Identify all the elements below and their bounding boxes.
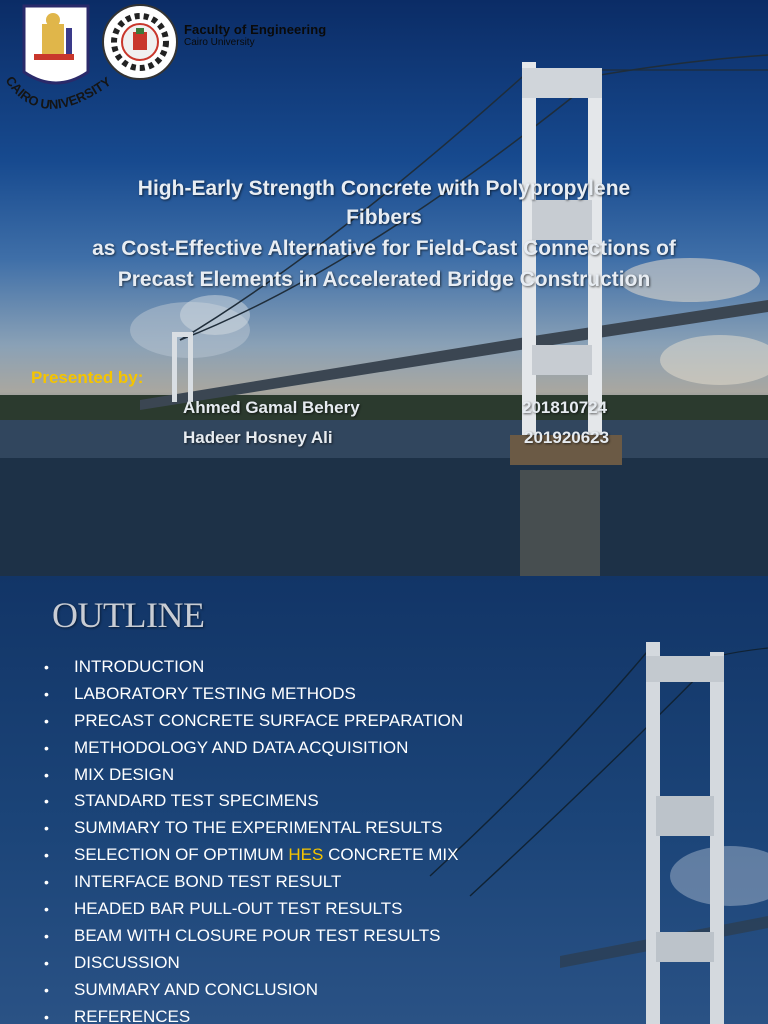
- bullet-icon: •: [44, 820, 49, 837]
- author-id: 201810724: [522, 398, 608, 417]
- bullet-icon: •: [44, 927, 49, 944]
- presented-by-label: Presented by:: [31, 368, 144, 387]
- list-item: • LABORATORY TESTING METHODS: [44, 681, 463, 708]
- bullet-icon: •: [44, 954, 49, 971]
- bullet-icon: •: [44, 901, 49, 918]
- bullet-icon: •: [44, 847, 49, 864]
- title-line: Precast Elements in Accelerated Bridge Construction: [117, 268, 651, 291]
- title-line: Fibbers: [346, 206, 422, 229]
- presentation-title: [10, 173, 758, 295]
- list-item: • INTRODUCTION: [44, 654, 463, 681]
- bullet-icon: •: [44, 981, 49, 998]
- faculty-subtitle: Cairo University: [184, 37, 255, 48]
- author-name: Ahmed Gamal Behery: [183, 398, 360, 417]
- list-item: • SUMMARY AND CONCLUSION: [44, 977, 463, 1004]
- list-item: • PRECAST CONCRETE SURFACE PREPARATION: [44, 708, 463, 735]
- list-item: • INTERFACE BOND TEST RESULT: [44, 869, 463, 896]
- list-item: • STANDARD TEST SPECIMENS: [44, 788, 463, 815]
- svg-text:CAIRO UNIVERSITY: CAIRO UNIVERSITY: [2, 73, 114, 112]
- list-item: • SELECTION OF OPTIMUM HES CONCRETE MIX: [44, 842, 463, 869]
- bullet-icon: •: [44, 793, 49, 810]
- list-item: • REFERENCES: [44, 1004, 463, 1024]
- highlight-hes: HES: [288, 845, 324, 865]
- bullet-icon: •: [44, 739, 49, 756]
- university-arc-text: [0, 60, 120, 130]
- faculty-label: [184, 22, 326, 48]
- outline-list: [44, 654, 463, 1024]
- list-item: • MIX DESIGN: [44, 762, 463, 789]
- bullet-icon: •: [44, 659, 49, 675]
- list-item: • HEADED BAR PULL-OUT TEST RESULTS: [44, 896, 463, 923]
- bullet-icon: •: [44, 712, 49, 729]
- list-item: • BEAM WITH CLOSURE POUR TEST RESULTS: [44, 923, 463, 950]
- title-line: High-Early Strength Concrete with Polypropylene: [137, 177, 631, 200]
- outline-slide: [0, 576, 768, 1024]
- faculty-title: Faculty of Engineering: [184, 22, 327, 37]
- bullet-icon: •: [44, 766, 49, 783]
- bullet-icon: •: [44, 874, 49, 891]
- author-id: 201920623: [524, 428, 610, 447]
- bullet-icon: •: [44, 1008, 49, 1024]
- bullet-icon: •: [44, 685, 49, 702]
- outline-heading: OUTLINE: [52, 595, 205, 635]
- list-item: • DISCUSSION: [44, 950, 463, 977]
- author-name: Hadeer Hosney Ali: [183, 428, 333, 447]
- list-item: • SUMMARY TO THE EXPERIMENTAL RESULTS: [44, 815, 463, 842]
- title-line: as Cost-Effective Alternative for Field-Cast Connections of: [92, 237, 676, 260]
- list-item: • METHODOLOGY AND DATA ACQUISITION: [44, 735, 463, 762]
